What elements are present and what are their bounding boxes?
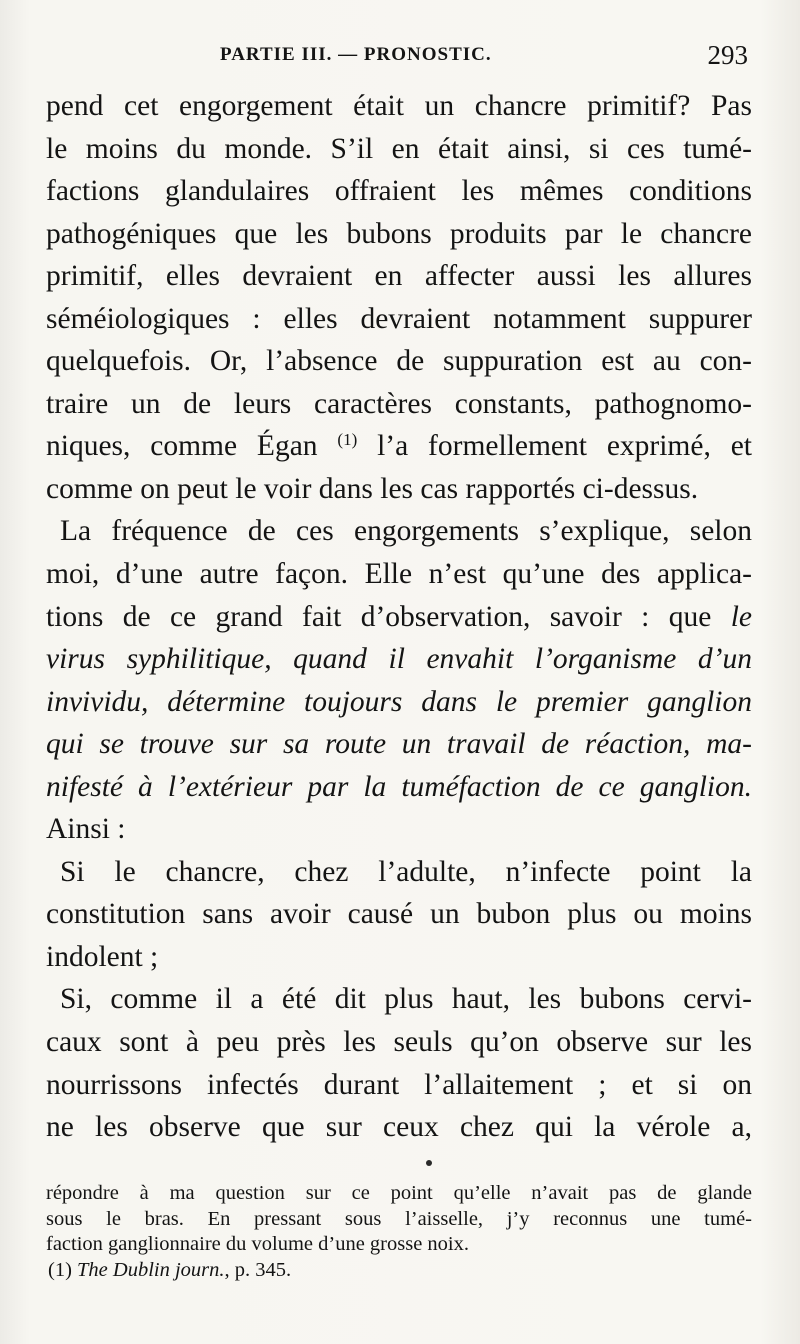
footnote-reference: (1): [337, 430, 358, 450]
footnotes: [46, 1181, 752, 1283]
page-number: 293: [707, 40, 748, 70]
text-line: pend cet engorgement était un chancre primitif? Pas: [46, 90, 752, 122]
text-segment: l’a formellement exprimé, et: [357, 430, 752, 463]
footnote-source-page: , p. 345.: [224, 1258, 292, 1281]
text-line: factions glandulaires offraient les mêmes conditions: [46, 175, 752, 208]
text-line: traire un de leurs caractères constants, pathognomo-: [46, 387, 752, 420]
text-line: nourrissons infectés durant l’allaitement ; et si on: [46, 1068, 752, 1101]
text-segment: niques, comme Égan: [46, 430, 338, 463]
text-line: séméiologiques : elles devraient notamment suppurer: [46, 302, 752, 335]
italic-text-segment: le: [730, 600, 752, 633]
italic-text-line: virus syphilitique, quand il envahit l’organisme d’un: [46, 643, 752, 676]
text-line: indolent ;: [46, 940, 159, 973]
footnote-1: [46, 1258, 752, 1284]
text-line: constitution sans avoir causé un bubon plus ou moins: [46, 898, 752, 931]
running-head: PARTIE III. — PRONOSTIC.: [220, 44, 492, 65]
text-line: le moins du monde. S’il en était ainsi, si ces tumé-: [46, 132, 752, 165]
text-line: comme on peut le voir dans les cas rapportés ci-dessus.: [46, 472, 699, 505]
footnote-source-title: The Dublin journ.: [77, 1258, 225, 1281]
footnote-line: faction ganglionnaire du volume d’une grosse noix.: [46, 1233, 469, 1255]
body-text: [46, 85, 752, 1149]
ink-dot: [426, 1160, 432, 1166]
text-line: [46, 596, 752, 639]
text-segment: tions de ce grand fait d’observation, savoir : que: [46, 600, 731, 633]
page-header: [48, 40, 748, 74]
text-line: primitif, elles devraient en affecter aussi les allures: [46, 260, 752, 293]
text-line: moi, d’une autre façon. Elle n’est qu’une des applica-: [46, 558, 752, 591]
italic-text-line: nifesté à l’extérieur par la tuméfaction de ce ganglion.: [46, 770, 752, 803]
footnote-line: sous le bras. En pressant sous l’aisselle, j’y reconnus une tumé-: [46, 1207, 752, 1230]
text-line: caux sont à peu près les seuls qu’on observe sur les: [46, 1026, 752, 1059]
italic-text-line: invividu, détermine toujours dans le premier ganglion: [46, 685, 752, 718]
text-line: quelquefois. Or, l’absence de suppuration est au con-: [46, 345, 752, 378]
text-line: ne les observe que sur ceux chez qui la vérole a,: [46, 1111, 752, 1144]
footnote-marker: (1): [48, 1258, 72, 1281]
paragraph-start-line: Si le chancre, chez l’adulte, n’infecte point la: [60, 855, 752, 888]
text-line-egan: [46, 425, 752, 468]
text-line: Ainsi :: [46, 813, 126, 846]
text-line: pathogéniques que les bubons produits par le chancre: [46, 217, 752, 250]
italic-text-line: qui se trouve sur sa route un travail de réaction, ma-: [46, 728, 752, 761]
paragraph-start-line: La fréquence de ces engorgements s’explique, selon: [60, 515, 752, 548]
paragraph-start-line: Si, comme il a été dit plus haut, les bubons cervi-: [60, 983, 752, 1016]
footnote-line: répondre à ma question sur ce point qu’elle n’avait pas de glande: [46, 1182, 752, 1204]
